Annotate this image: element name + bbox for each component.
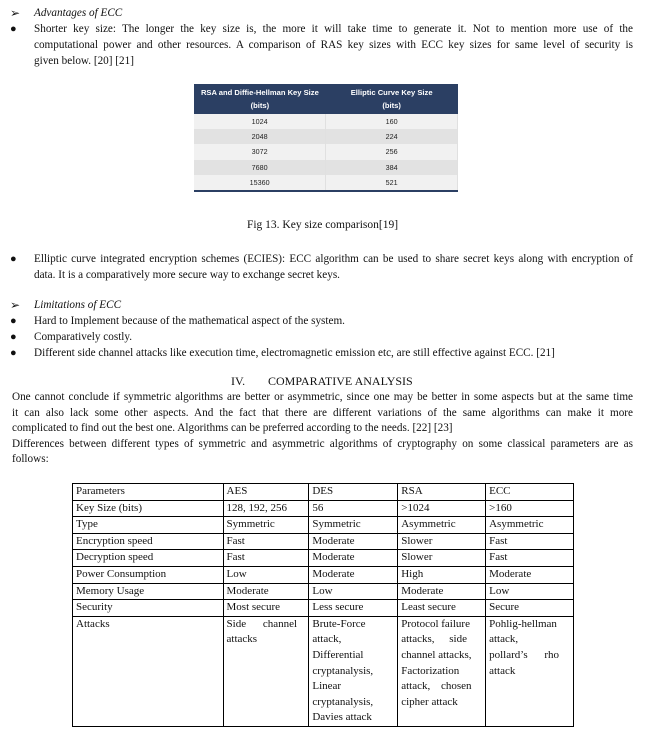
bullet-icon: ●	[10, 315, 17, 327]
cell-line: Differential	[312, 648, 364, 661]
table-row	[73, 566, 574, 583]
figure-caption: Fig 13. Key size comparison[19]	[246, 219, 399, 231]
arrow-bullet-icon: ➢	[10, 6, 21, 20]
table-cell: Less secure	[309, 600, 398, 617]
limitation-item: Hard to Implement because of the mathematical aspect of the system.	[34, 315, 345, 327]
table-cell: Moderate	[309, 550, 398, 567]
table-cell: Moderate	[398, 583, 486, 600]
header-line: Elliptic Curve Key Size	[350, 88, 433, 97]
header-line: RSA and Diffie-Hellman Key Size	[200, 88, 319, 97]
limitation-item: Comparatively costly.	[34, 331, 133, 343]
header-line: (bits)	[250, 101, 270, 110]
bullet-icon: ●	[10, 23, 17, 35]
table-cell: Asymmetric	[486, 517, 574, 534]
table-row	[73, 500, 574, 517]
comparison-table	[72, 483, 574, 727]
limitation-item: Different side channel attacks like execution time, electromagnetic emission etc, are still effective against ECC. [21]	[34, 347, 555, 359]
table-cell: 7680	[194, 160, 326, 175]
table-header-row	[73, 484, 574, 501]
table-cell-aes-attacks	[223, 616, 309, 726]
table-cell: 15360	[194, 175, 326, 191]
paragraph-line: follows:	[12, 453, 49, 465]
cell-line: attack, chosen	[401, 680, 472, 693]
table-header-cell: ECC	[486, 484, 574, 501]
section-title: COMPARATIVE ANALYSIS	[268, 374, 413, 388]
table-row	[194, 175, 458, 191]
table-cell: Most secure	[223, 600, 309, 617]
table-cell: 56	[309, 500, 398, 517]
table-cell: Moderate	[223, 583, 309, 600]
table-cell: Security	[73, 600, 224, 617]
cell-line: attacks, side	[401, 633, 467, 646]
table-cell: Memory Usage	[73, 583, 224, 600]
table-cell: Moderate	[486, 566, 574, 583]
table-cell: Key Size (bits)	[73, 500, 224, 517]
cell-line: Factorization	[401, 664, 460, 677]
cell-line: pollard’s rho	[489, 648, 560, 661]
table-cell: 3072	[194, 144, 326, 159]
table-header-cell: DES	[309, 484, 398, 501]
table-header-cell: AES	[223, 484, 309, 501]
table-row	[194, 144, 458, 159]
table-cell: 224	[326, 129, 458, 144]
paragraph-line: One cannot conclude if symmetric algorithms are better or asymmetric, since one may be better in some aspects but at the same time	[12, 391, 633, 403]
table-cell: Symmetric	[309, 517, 398, 534]
table-cell: Fast	[223, 550, 309, 567]
cell-line: Side channel	[226, 617, 298, 630]
table-cell: High	[398, 566, 486, 583]
table-cell: Low	[486, 583, 574, 600]
section-number: IV.	[231, 374, 246, 388]
table-row	[73, 583, 574, 600]
cell-line: Pohlig-hellman	[489, 617, 557, 630]
table-cell: Moderate	[309, 566, 398, 583]
table-row	[73, 600, 574, 617]
keysize-text-line: computational power and other resources. A comparison of RAS key sizes with ECC key sizes for same level of security is	[34, 39, 633, 51]
table-cell: Moderate	[309, 533, 398, 550]
advantages-heading: Advantages of ECC	[34, 7, 123, 19]
cell-line: attack,	[489, 633, 519, 646]
cell-line: Linear	[312, 680, 342, 693]
table-row	[73, 550, 574, 567]
cell-line: cryptanalysis,	[312, 664, 374, 677]
table-cell: Asymmetric	[398, 517, 486, 534]
table-cell: Fast	[486, 550, 574, 567]
table-cell: Least secure	[398, 600, 486, 617]
cell-line: channel attacks,	[401, 648, 472, 661]
paragraph-line: complicated to find out the best one. Algorithms can be preferred according to the needs. [22] [23]	[12, 422, 453, 434]
keysize-text-line: Shorter key size: The longer the key size is, the more it will take time to generate it. Not to mention more use of the	[34, 23, 633, 35]
table-row	[194, 129, 458, 144]
bullet-icon: ●	[10, 253, 17, 265]
table-cell: Slower	[398, 533, 486, 550]
ecies-text-line: data. It is a comparatively more secure way to exchange secret keys.	[34, 269, 340, 281]
key-size-table-header	[326, 84, 458, 114]
key-size-table	[194, 84, 458, 192]
limitations-heading: Limitations of ECC	[34, 299, 122, 311]
cell-line: cryptanalysis,	[312, 695, 374, 708]
table-cell: Power Consumption	[73, 566, 224, 583]
table-header-cell: Parameters	[73, 484, 224, 501]
bullet-icon: ●	[10, 331, 17, 343]
table-cell: >160	[486, 500, 574, 517]
cell-line: Protocol failure	[401, 617, 470, 630]
table-cell: Decryption speed	[73, 550, 224, 567]
table-cell: Secure	[486, 600, 574, 617]
cell-line: Davies attack	[312, 711, 372, 724]
table-row	[73, 517, 574, 534]
bullet-icon: ●	[10, 347, 17, 359]
table-cell: Encryption speed	[73, 533, 224, 550]
table-row-attacks	[73, 616, 574, 726]
table-cell: 256	[326, 144, 458, 159]
cell-line: cipher attack	[401, 695, 458, 708]
table-cell: Slower	[398, 550, 486, 567]
cell-line: attack	[489, 664, 516, 677]
table-cell: Type	[73, 517, 224, 534]
ecies-text-line: Elliptic curve integrated encryption schemes (ECIES): ECC algorithm can be used to share secret keys along with encryption of	[34, 253, 633, 265]
table-cell: 160	[326, 114, 458, 129]
header-line: (bits)	[382, 101, 401, 110]
cell-line: attacks	[226, 633, 258, 646]
table-row	[194, 160, 458, 175]
table-header-cell: RSA	[398, 484, 486, 501]
table-cell: Fast	[223, 533, 309, 550]
table-cell: Low	[223, 566, 309, 583]
key-size-table-header	[194, 84, 326, 114]
table-cell: Low	[309, 583, 398, 600]
table-cell: 2048	[194, 129, 326, 144]
cell-line: attack,	[312, 633, 342, 646]
table-cell: Symmetric	[223, 517, 309, 534]
table-cell-ecc-attacks	[486, 616, 574, 726]
table-row	[194, 114, 458, 129]
table-cell-rsa-attacks	[398, 616, 486, 726]
keysize-text-line: given below. [20] [21]	[34, 55, 134, 67]
table-cell: >1024	[398, 500, 486, 517]
table-cell: Fast	[486, 533, 574, 550]
arrow-bullet-icon: ➢	[10, 298, 21, 312]
paragraph-line: Differences between different types of symmetric and asymmetric algorithms of cryptography on some classical parameters are as	[12, 437, 633, 450]
table-cell-des-attacks	[309, 616, 398, 726]
table-cell: 521	[326, 175, 458, 191]
cell-line: Brute-Force	[312, 617, 366, 630]
table-cell: 128, 192, 256	[223, 500, 309, 517]
paragraph-line: it can also lack some other aspects. And the fact that there are different variations of the same algorithms can make it more	[12, 406, 633, 419]
table-cell: 384	[326, 160, 458, 175]
table-cell: Attacks	[73, 616, 224, 726]
table-cell: 1024	[194, 114, 326, 129]
table-row	[73, 533, 574, 550]
